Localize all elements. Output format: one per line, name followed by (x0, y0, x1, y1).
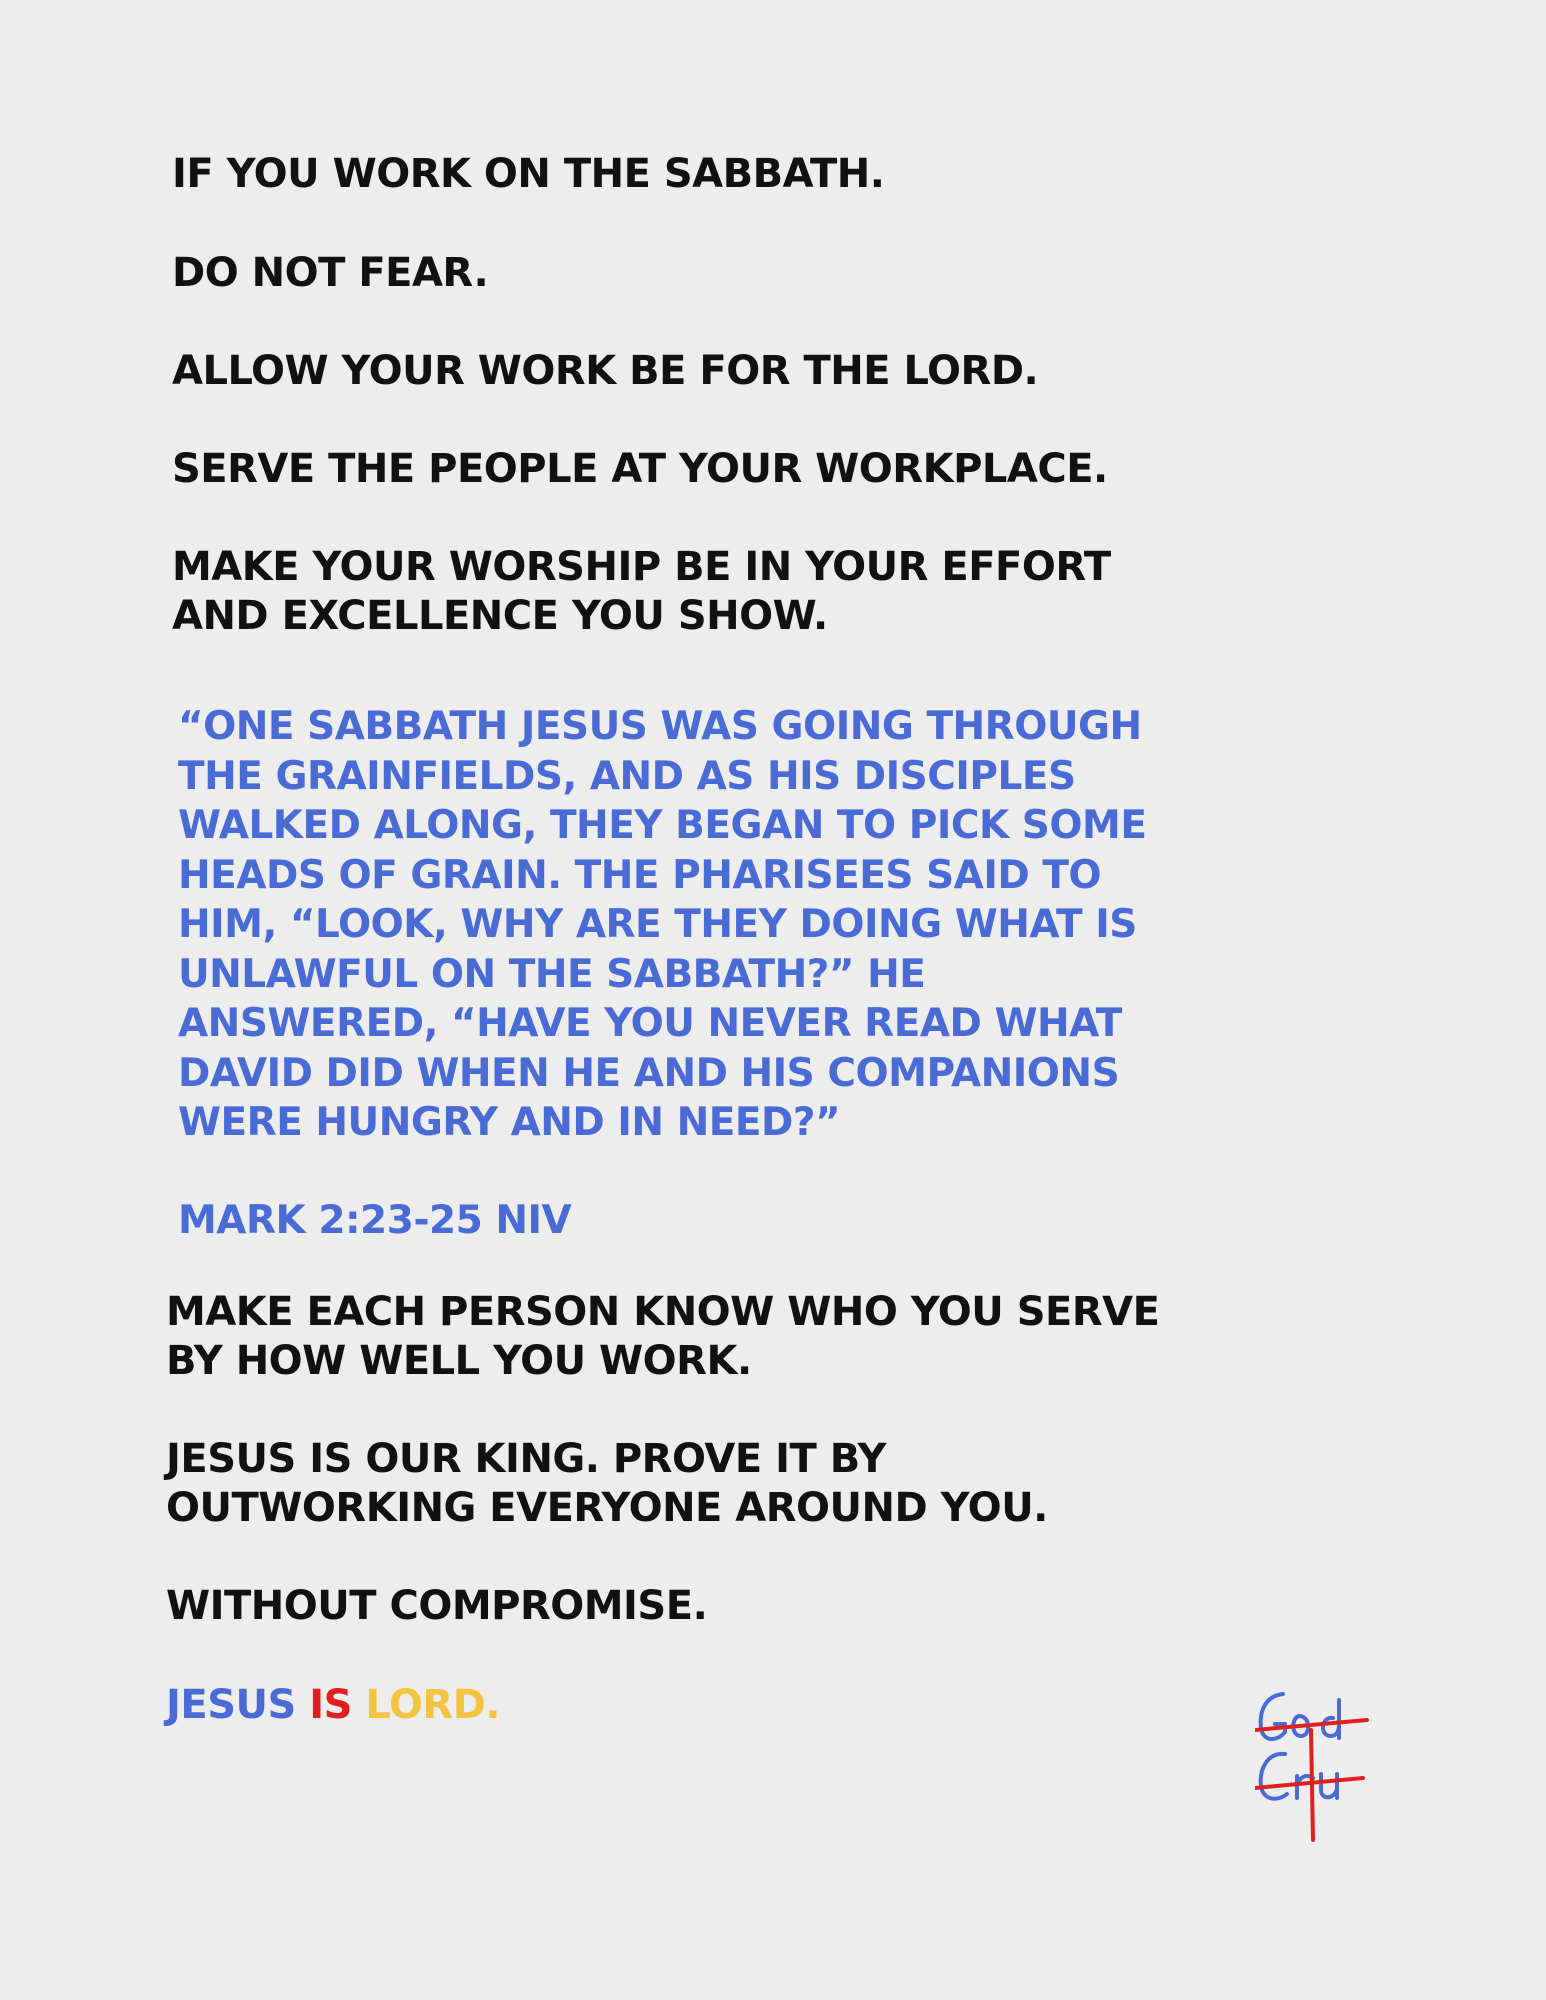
tagline-is: IS (309, 1682, 352, 1728)
quote-line: “ONE SABBATH JESUS WAS GOING THROUGH (178, 704, 1142, 749)
quote-line: WERE HUNGRY AND IN NEED?” (178, 1100, 841, 1145)
statement-jesus-king-line2: OUTWORKING EVERYONE AROUND YOU. (166, 1485, 1048, 1531)
statement-jesus-king-line1: JESUS IS OUR KING. PROVE IT BY (166, 1436, 886, 1482)
quote-line: UNLAWFUL ON THE SABBATH?” HE (178, 952, 926, 997)
statement-worship-effort-line1: MAKE YOUR WORSHIP BE IN YOUR EFFORT (172, 544, 1111, 590)
quote-line: WALKED ALONG, THEY BEGAN TO PICK SOME (178, 803, 1147, 848)
quote-reference: MARK 2:23-25 NIV (178, 1198, 572, 1243)
statement-work-on-sabbath: IF YOU WORK ON THE SABBATH. (172, 151, 885, 197)
tagline-jesus-is-lord (166, 1681, 500, 1730)
quote-line: HIM, “LOOK, WHY ARE THEY DOING WHAT IS (178, 902, 1137, 947)
quote-line: THE GRAINFIELDS, AND AS HIS DISCIPLES (178, 754, 1076, 799)
god-cru-cross-logo-icon (1255, 1690, 1375, 1845)
statement-serve-people: SERVE THE PEOPLE AT YOUR WORKPLACE. (172, 446, 1108, 492)
quote-line: HEADS OF GRAIN. THE PHARISEES SAID TO (178, 853, 1102, 898)
statement-without-compromise: WITHOUT COMPROMISE. (166, 1583, 708, 1629)
statement-work-for-lord: ALLOW YOUR WORK BE FOR THE LORD. (172, 348, 1039, 394)
statement-worship-effort-line2: AND EXCELLENCE YOU SHOW. (172, 593, 828, 639)
statement-know-who-you-serve-line2: BY HOW WELL YOU WORK. (166, 1338, 752, 1384)
quote-line: DAVID DID WHEN HE AND HIS COMPANIONS (178, 1051, 1120, 1096)
quote-line: ANSWERED, “HAVE YOU NEVER READ WHAT (178, 1001, 1122, 1046)
statement-do-not-fear: DO NOT FEAR. (172, 250, 489, 296)
statement-know-who-you-serve-line1: MAKE EACH PERSON KNOW WHO YOU SERVE (166, 1289, 1160, 1335)
tagline-lord: LORD. (351, 1682, 501, 1728)
tagline-jesus: JESUS (166, 1682, 310, 1728)
